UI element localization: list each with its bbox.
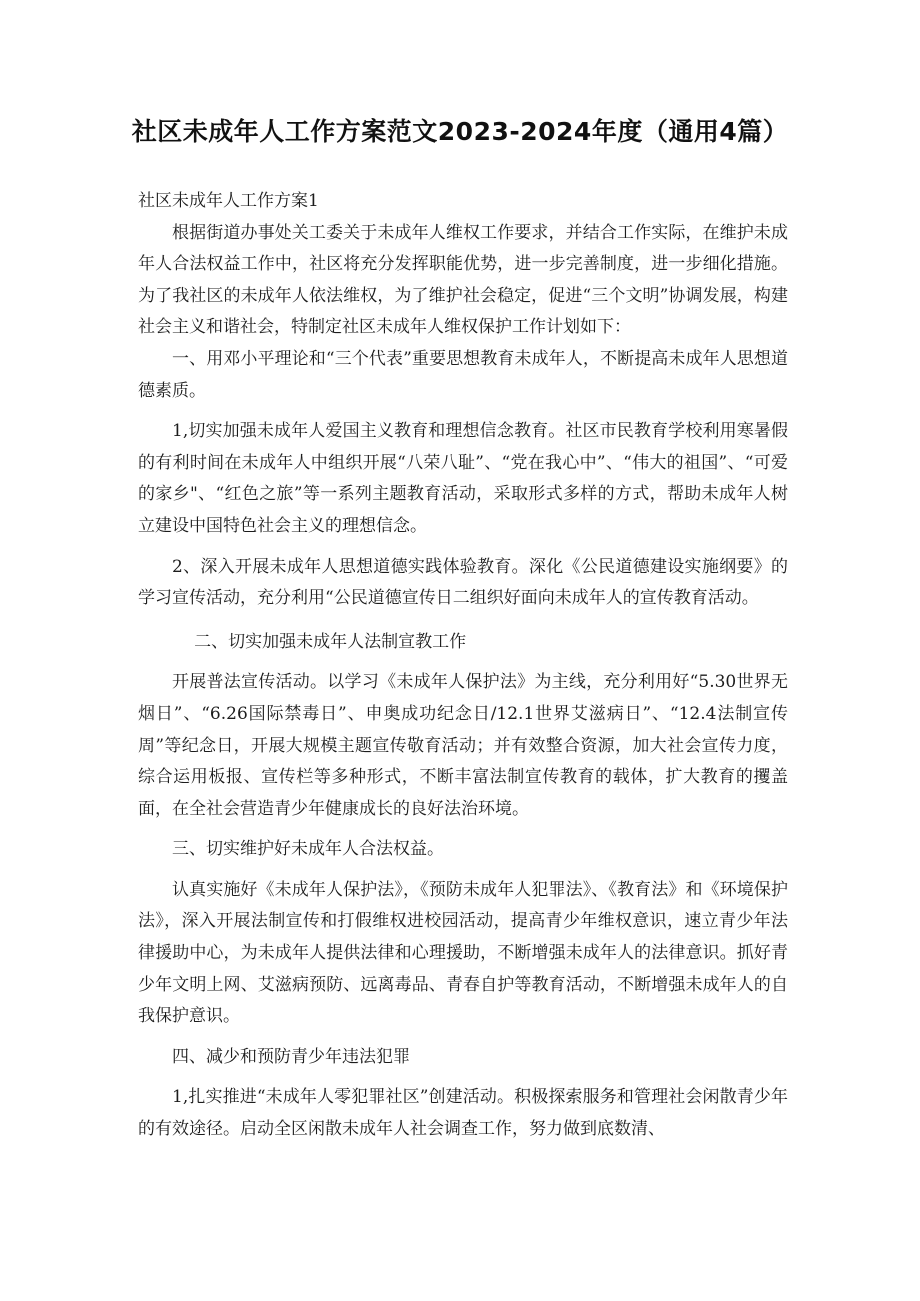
paragraph-legal-publicity: 开展普法宣传活动。以学习《未成年人保护法》为主线，充分利用好“5.30世界无烟日”、“6.26国际禁毒日”、申奥成功纪念日/12.1世界艾滋病日”、“12.4法制宣传周”等纪念日，开展大规模主题宣传敬育活动；并有效整合资源，加大社会宣传力度，综合运用板报、宣传栏等多种形式，不断丰富法制宣传教育的载体，扩大教育的攫盖面，在全社会营造青少年健康成长的良好法治环境。: [138, 672, 788, 819]
heading-part-three: 三、切实维护好未成年人合法权益。: [172, 839, 444, 860]
heading-part-four: 四、减少和预防青少年违法犯罪: [172, 1046, 410, 1067]
heading-part-two: 二、切实加强未成年人法制宣教工作: [194, 631, 467, 652]
paragraph-patriotic-education: 1,切实加强未成年人爱国主义教育和理想信念教育。社区市民教育学校利用寒暑假的有利时间在未成年人中组织开展“八荣八耻”、“党在我心中”、“伟大的祖国”、“可爱的家乡"、“红色之旅”等一系列主题教育活动，采取形式多样的方式，帮助未成年人树立建设中国特色社会主义的理想信念。: [138, 421, 788, 536]
document-title: 社区未成年人工作方案范文2023-2024年度（通用4篇）: [131, 117, 789, 146]
paragraph-rights-protection: 认真实施好《未成年人保护法》，《预防未成年人犯罪法》、《教育法》和《环境保护法》，深入开展法制宣传和打假维权进校园活动，提高青少年维权意识，速立青少年法律援助中心，为未成年人提供法律和心理援助，不断增强未成年人的法律意识。抓好青少年文明上网、艾滋病预防、远离毒品、青春自护等教育活动，不断增强未成年人的自我保护意识。: [138, 879, 788, 1027]
section-heading: 社区未成年人工作方案1: [138, 191, 319, 211]
paragraph-crime-prevention: 1,扎实推进“未成年人零犯罪社区”创建活动。积极探索服务和管理社会闲散青少年的有效途径。启动全区闲散未成年人社会调查工作，努力做到底数清、: [138, 1087, 788, 1140]
heading-part-one: 一、用邓小平理论和“三个代表”重要思想教育未成年人，不断提高未成年人思想道德素质。: [138, 348, 788, 401]
paragraph-moral-education: 2、深入开展未成年人思想道德实践体验教育。深化《公民道德建设实施纲要》的学习宣传活动，充分利用“公民道德宣传日二组织好面向未成年人的宣传教育活动。: [138, 556, 788, 609]
document-body: [138, 186, 788, 1146]
paragraph-intro: 根据街道办事处关工委关于未成年人维权工作要求，并结合工作实际，在维护未成年人合法权益工作中，社区将充分发挥职能优势，进一步完善制度，进一步细化措施。为了我社区的未成年人依法维权，为了维护社会稳定，促进“三个文明”协调发展，构建社会主义和谐社会，特制定社区未成年人维权保护工作计划如下：: [138, 222, 788, 338]
